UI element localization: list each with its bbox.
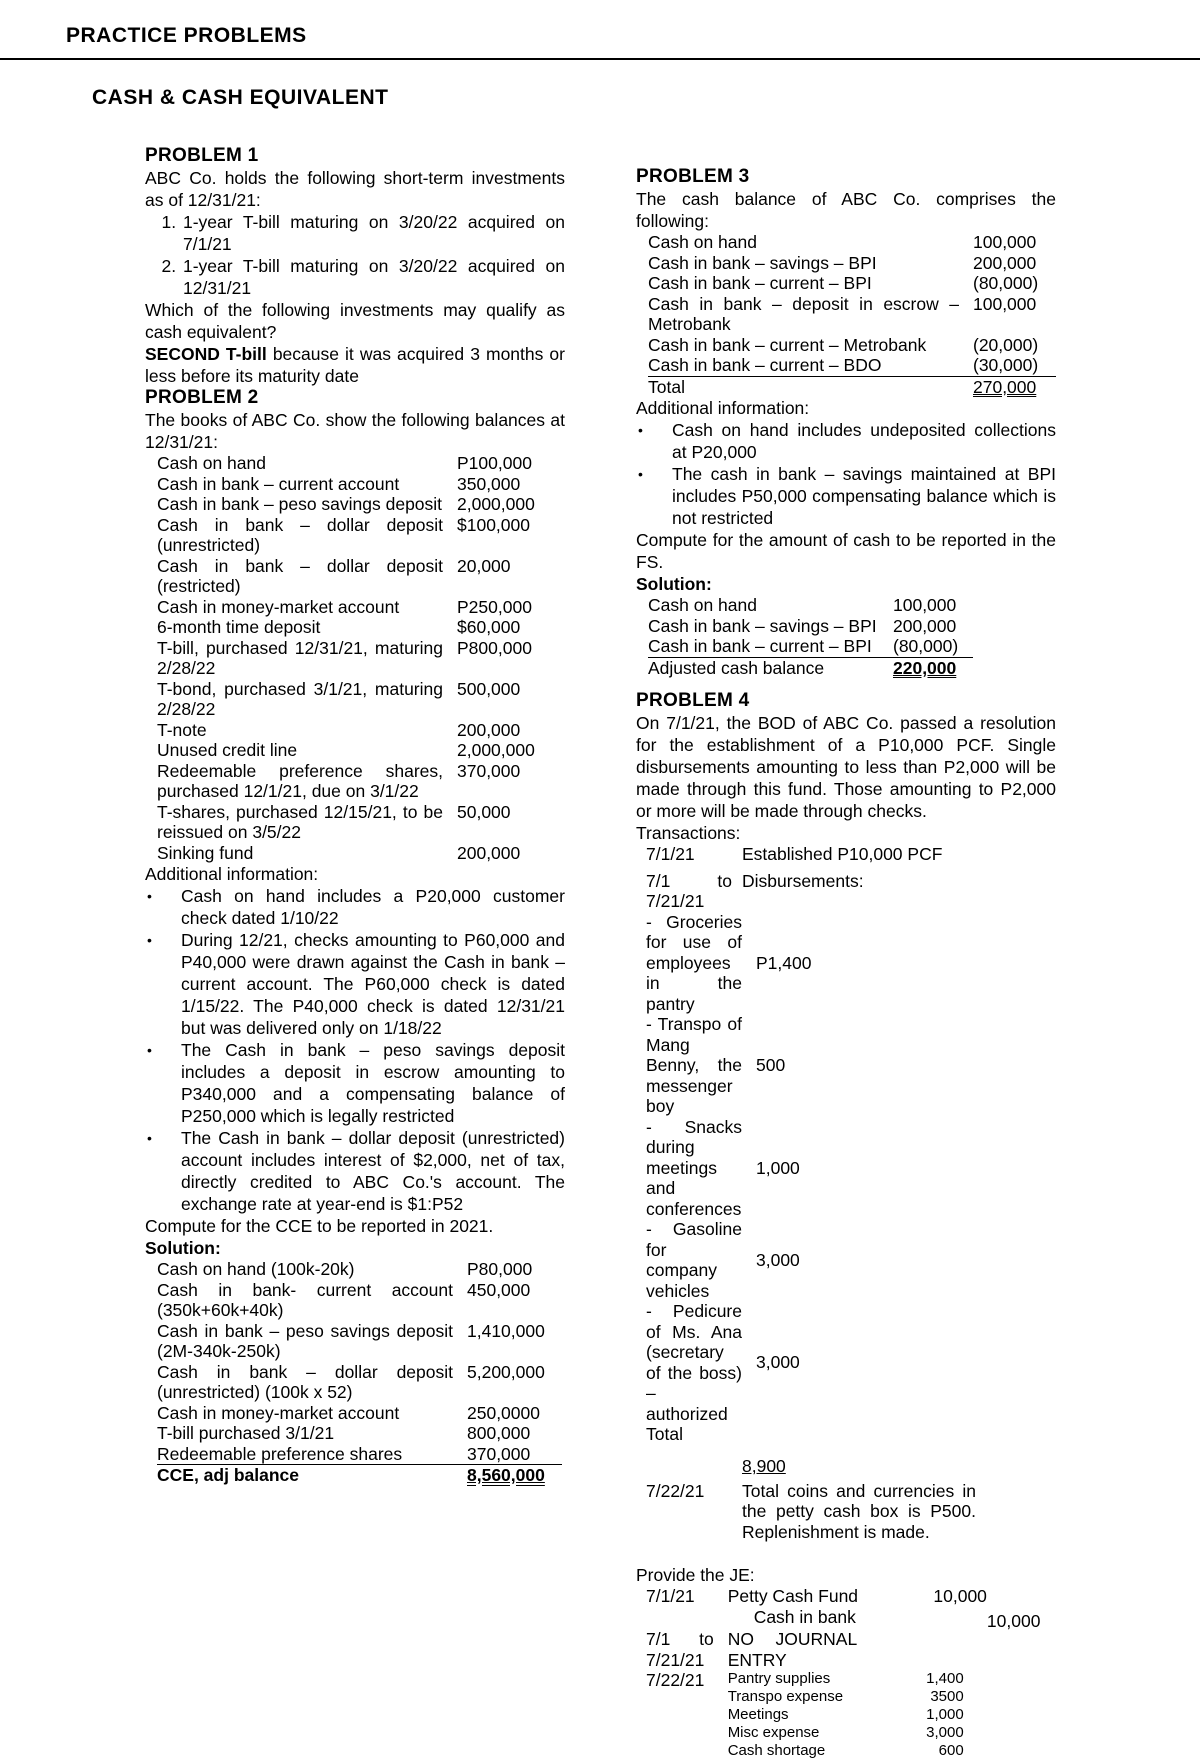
transaction-date: 7/1/21 (646, 844, 695, 864)
row-value: 450,000 (467, 1279, 531, 1300)
disbursement-row (646, 1117, 1056, 1220)
table-row (157, 515, 562, 556)
transaction-date: 7/22/21 (646, 1480, 705, 1501)
row-label: Redeemable preference shares, purchased 12/1/21, due on 3/1/22 (157, 760, 443, 801)
row-value: 2,000,000 (457, 494, 535, 514)
problem-2-intro: The books of ABC Co. show the following balances at 12/31/21: (145, 410, 565, 452)
row-label: 6-month time deposit (157, 617, 321, 637)
row-label: Cash in bank – current – BDO (648, 355, 882, 375)
row-value: 1,000 (926, 1706, 964, 1723)
table-row (157, 1362, 562, 1403)
row-value: (80,000) (973, 273, 1039, 293)
row-value: 500,000 (457, 678, 521, 699)
row-label: Cash on hand (100k-20k) (157, 1259, 355, 1279)
table-row (157, 1423, 562, 1444)
table-row (728, 1742, 964, 1760)
problem-1-list (145, 211, 565, 299)
row-label: Cash in bank – current account (157, 473, 400, 494)
row-value: 370,000 (457, 760, 521, 781)
problem-3-solution-label: Solution: (636, 574, 712, 594)
table-row (157, 1444, 562, 1465)
table-row (648, 355, 1056, 376)
problem-1-intro: ABC Co. holds the following short-term investments as of 12/31/21: (145, 168, 565, 210)
answer-rest: because it was acquired 3 months or less before its maturity date (145, 344, 565, 386)
answer-bold: SECOND T-bill (145, 344, 267, 364)
row-value: 3,000 (926, 1724, 964, 1741)
row-value: 250,0000 (467, 1402, 540, 1423)
disbursement-row (646, 1301, 1056, 1424)
disbursement-desc: - Gasoline for company vehicles (646, 1219, 742, 1301)
row-value: 3500 (930, 1688, 964, 1705)
section-title: CASH & CASH EQUIVALENT (92, 86, 389, 109)
table-row (157, 720, 562, 741)
table-row (157, 740, 562, 761)
table-row (648, 335, 1056, 356)
disbursement-desc: - Pedicure of Ms. Ana (secretary of the boss) – authorized (646, 1301, 742, 1424)
row-label: Cash in bank – dollar deposit (unrestricted) (157, 514, 443, 555)
problem-2-solution-label: Solution: (145, 1238, 221, 1258)
row-label: Misc expense (727, 1724, 820, 1741)
row-value: 200,000 (457, 842, 521, 863)
table-row (648, 616, 973, 637)
table-row (157, 1403, 562, 1424)
total-value: 270,000 (973, 376, 1056, 397)
row-label: T-shares, purchased 12/15/21, to be reissued on 3/5/22 (157, 801, 443, 842)
table-row (157, 638, 562, 679)
row-value: P80,000 (467, 1259, 533, 1279)
row-value: 20,000 (457, 555, 511, 576)
total-value: 8,560,000 (467, 1465, 562, 1486)
table-row (157, 679, 562, 720)
row-label: Cash in bank – savings – BPI (648, 615, 877, 636)
list-item: 2. 1-year T-bill maturing on 3/20/22 acquired on 12/31/21 (181, 255, 565, 299)
list-item: • The cash in bank – savings maintained at BPI includes P50,000 compensating balance which is not restricted (672, 463, 1056, 529)
disbursement-amount: 500 (756, 1055, 786, 1075)
row-value: P100,000 (457, 453, 532, 473)
row-label: Cash in bank – deposit in escrow – Metrobank (648, 293, 959, 334)
transaction-row (646, 844, 1056, 865)
je-row (646, 1627, 1016, 1670)
table-row (157, 761, 562, 802)
table-row (648, 232, 1056, 253)
je-row (646, 1586, 1016, 1607)
left-column (145, 145, 565, 1486)
disbursement-desc: - Groceries for use of employees in the pantry (646, 911, 742, 1014)
transaction-desc: Disbursements: (742, 870, 864, 891)
row-value: 350,000 (457, 473, 521, 494)
table-row (157, 617, 562, 638)
problem-1-title: PROBLEM 1 (145, 145, 259, 166)
table-row (648, 273, 1056, 294)
problem-3-solution-table (648, 595, 973, 678)
row-value: (30,000) (973, 355, 1039, 375)
je-desc: NO JOURNAL ENTRY (727, 1629, 858, 1670)
list-item: • Cash on hand includes undeposited collections at P20,000 (672, 419, 1056, 463)
problem-3-intro: The cash balance of ABC Co. comprises the following: (636, 189, 1056, 231)
problem-2-solution-table (157, 1259, 562, 1486)
row-value: (80,000) (893, 636, 959, 656)
total-row (648, 376, 1056, 397)
transaction-date: 7/1 to 7/21/21 (646, 870, 732, 911)
problem-3-compute: Compute for the amount of cash to be reported in the FS. (636, 530, 1056, 572)
transaction-row (646, 871, 1056, 912)
table-row (157, 556, 562, 597)
row-label: Cash on hand (648, 232, 757, 252)
journal-entries-table (646, 1586, 1041, 1760)
disbursement-desc: - Transpo of Mang Benny, the messenger boy (646, 1014, 742, 1116)
row-label: T-bond, purchased 3/1/21, maturing 2/28/22 (157, 678, 443, 719)
row-label: Unused credit line (157, 740, 298, 760)
row-value: 1,400 (926, 1670, 964, 1687)
problem-4-title: PROBLEM 4 (636, 690, 750, 711)
problem-2-additional-label: Additional information: (145, 864, 319, 884)
disbursement-total-value-row (646, 1445, 1056, 1477)
row-value: 370,000 (467, 1443, 531, 1464)
problem-2-compute: Compute for the CCE to be reported in 2021. (145, 1216, 494, 1236)
problem-2-balances-table (157, 453, 562, 863)
row-label: Cash in bank – current – BPI (648, 636, 872, 656)
transactions-label: Transactions: (636, 823, 741, 843)
row-label: Cash in bank – current – Metrobank (648, 334, 927, 355)
row-label: Cash in bank – peso savings deposit (157, 494, 443, 514)
je-row (646, 1607, 1016, 1628)
disbursement-amount: 3,000 (756, 1352, 800, 1373)
je-row (646, 1670, 1016, 1760)
row-value: (20,000) (973, 334, 1039, 355)
table-row (157, 1259, 562, 1280)
problem-1-question: Which of the following investments may qualify as cash equivalent? (145, 300, 565, 342)
problem-3-bullets (636, 419, 1056, 529)
row-value: $60,000 (457, 617, 521, 637)
total-row (157, 1465, 562, 1486)
row-label: Meetings (727, 1706, 789, 1723)
adjusted-row (648, 657, 973, 678)
problem-1-answer (145, 343, 565, 387)
table-row (157, 597, 562, 618)
row-label: Cash in bank – dollar deposit (unrestricted) (100k x 52) (157, 1361, 453, 1402)
disbursement-total-value: 8,900 (742, 1456, 786, 1476)
adjusted-label: Adjusted cash balance (648, 657, 893, 678)
row-label: Cash shortage (727, 1742, 826, 1759)
row-label: Sinking fund (157, 842, 254, 863)
je-debit-account: Petty Cash Fund (727, 1586, 859, 1606)
table-row (648, 595, 973, 616)
problem-3-additional-label: Additional information: (636, 398, 810, 418)
row-value: 800,000 (467, 1423, 531, 1443)
je-debit-amount: 10,000 (933, 1586, 987, 1606)
row-value: 100,000 (893, 595, 957, 615)
row-label: Cash in money-market account (157, 1402, 400, 1423)
problem-2-bullets (145, 885, 565, 1215)
table-row (728, 1706, 964, 1724)
table-row (648, 253, 1056, 274)
list-item: • The Cash in bank – dollar deposit (unrestricted) account includes interest of $2,000, net of tax, directly credited to ABC Co.'s account. The exchange rate at year-end is $1:P52 (181, 1127, 565, 1215)
row-value: 1,410,000 (467, 1320, 545, 1341)
right-column (636, 166, 1056, 1760)
row-label: Cash in bank – peso savings deposit (2M-340k-250k) (157, 1320, 453, 1361)
row-label: Cash in bank- current account (350k+60k+40k) (157, 1279, 453, 1320)
row-label: Cash on hand (648, 595, 757, 615)
je-date: 7/22/21 (646, 1670, 705, 1690)
transactions-table (646, 844, 1056, 1542)
table-row (157, 494, 562, 515)
table-row (157, 843, 562, 864)
table-row (157, 474, 562, 495)
row-label: Cash on hand (157, 453, 266, 473)
row-label: Pantry supplies (727, 1670, 831, 1687)
row-label: Redeemable preference shares (157, 1443, 403, 1464)
disbursement-total-label: Total (646, 1424, 683, 1444)
je-replenishment-table (728, 1670, 964, 1760)
row-value: 200,000 (457, 719, 521, 740)
row-label: Cash in money-market account (157, 596, 400, 617)
disbursement-amount: 3,000 (756, 1249, 800, 1270)
table-row (157, 453, 562, 474)
row-label: Cash in bank – savings – BPI (648, 252, 877, 273)
row-value: P800,000 (457, 637, 532, 658)
table-row (728, 1670, 964, 1688)
problem-2-title: PROBLEM 2 (145, 387, 259, 408)
row-value: $100,000 (457, 514, 530, 535)
je-credit-account: Cash in bank (753, 1606, 856, 1627)
row-value: 200,000 (893, 615, 957, 636)
disbursement-total-row (646, 1424, 1056, 1445)
problem-4-intro: On 7/1/21, the BOD of ABC Co. passed a resolution for the establishment of a P10,000 PCF. Single disbursements amounting to less than P2,000 will be made through this fund. Those amounting to P2,000 or more will be made through checks. (636, 713, 1056, 821)
list-item: • During 12/21, checks amounting to P60,000 and P40,000 were drawn against the Cash in bank – current account. The P60,000 check is dated 1/15/22. The P40,000 check is dated 12/31/21 but was delivered only on 1/18/22 (181, 929, 565, 1039)
je-credit-amount: 10,000 (986, 1610, 1041, 1631)
row-value: P250,000 (457, 596, 532, 617)
row-label: T-bill, purchased 12/31/21, maturing 2/28/22 (157, 637, 443, 678)
list-item: 1. 1-year T-bill maturing on 3/20/22 acquired on 7/1/21 (181, 211, 565, 255)
table-row (157, 1280, 562, 1321)
row-value: 2,000,000 (457, 740, 535, 760)
row-label: T-bill purchased 3/1/21 (157, 1423, 335, 1443)
total-label: Total (648, 376, 973, 397)
table-row (648, 294, 1056, 335)
row-label: Cash in bank – dollar deposit (restricted) (157, 555, 443, 596)
table-row (157, 1321, 562, 1362)
row-value: 50,000 (457, 801, 511, 822)
row-value: 600 (938, 1742, 964, 1759)
row-value: 5,200,000 (467, 1361, 545, 1382)
je-label: Provide the JE: (636, 1565, 755, 1585)
list-item: • Cash on hand includes a P20,000 customer check dated 1/10/22 (181, 885, 565, 929)
disbursement-row (646, 912, 1056, 1015)
list-item: • The Cash in bank – peso savings deposit includes a deposit in escrow amounting to P340,000 and a compensating balance of P250,000 which is legally restricted (181, 1039, 565, 1127)
row-value: 200,000 (973, 252, 1037, 273)
table-row (728, 1688, 964, 1706)
problem-3-balances-table (648, 232, 1056, 397)
row-value: 100,000 (973, 293, 1037, 314)
disbursement-amount: 1,000 (756, 1157, 800, 1178)
disbursement-row (646, 1219, 1056, 1301)
transaction-row (646, 1481, 1056, 1543)
disbursement-desc: - Snacks during meetings and conferences (646, 1116, 742, 1219)
row-label: Cash in bank – current – BPI (648, 273, 872, 293)
header-rule (0, 58, 1200, 60)
row-label: T-note (157, 719, 207, 740)
table-row (648, 636, 973, 657)
transaction-desc: Total coins and currencies in the petty cash box is P500. Replenishment is made. (742, 1480, 976, 1542)
table-row (728, 1724, 964, 1742)
page-header: PRACTICE PROBLEMS (66, 24, 307, 47)
disbursement-row (646, 1014, 1056, 1117)
disbursement-amount: P1,400 (756, 952, 812, 973)
je-date: 7/1 to 7/21/21 (646, 1629, 714, 1670)
adjusted-value: 220,000 (893, 657, 973, 678)
je-date: 7/1/21 (646, 1586, 695, 1606)
total-label: CCE, adj balance (157, 1465, 467, 1486)
table-row (157, 802, 562, 843)
row-value: 100,000 (973, 232, 1037, 252)
transaction-desc: Established P10,000 PCF (742, 844, 943, 864)
row-label: Transpo expense (727, 1688, 844, 1705)
problem-3-title: PROBLEM 3 (636, 166, 750, 187)
